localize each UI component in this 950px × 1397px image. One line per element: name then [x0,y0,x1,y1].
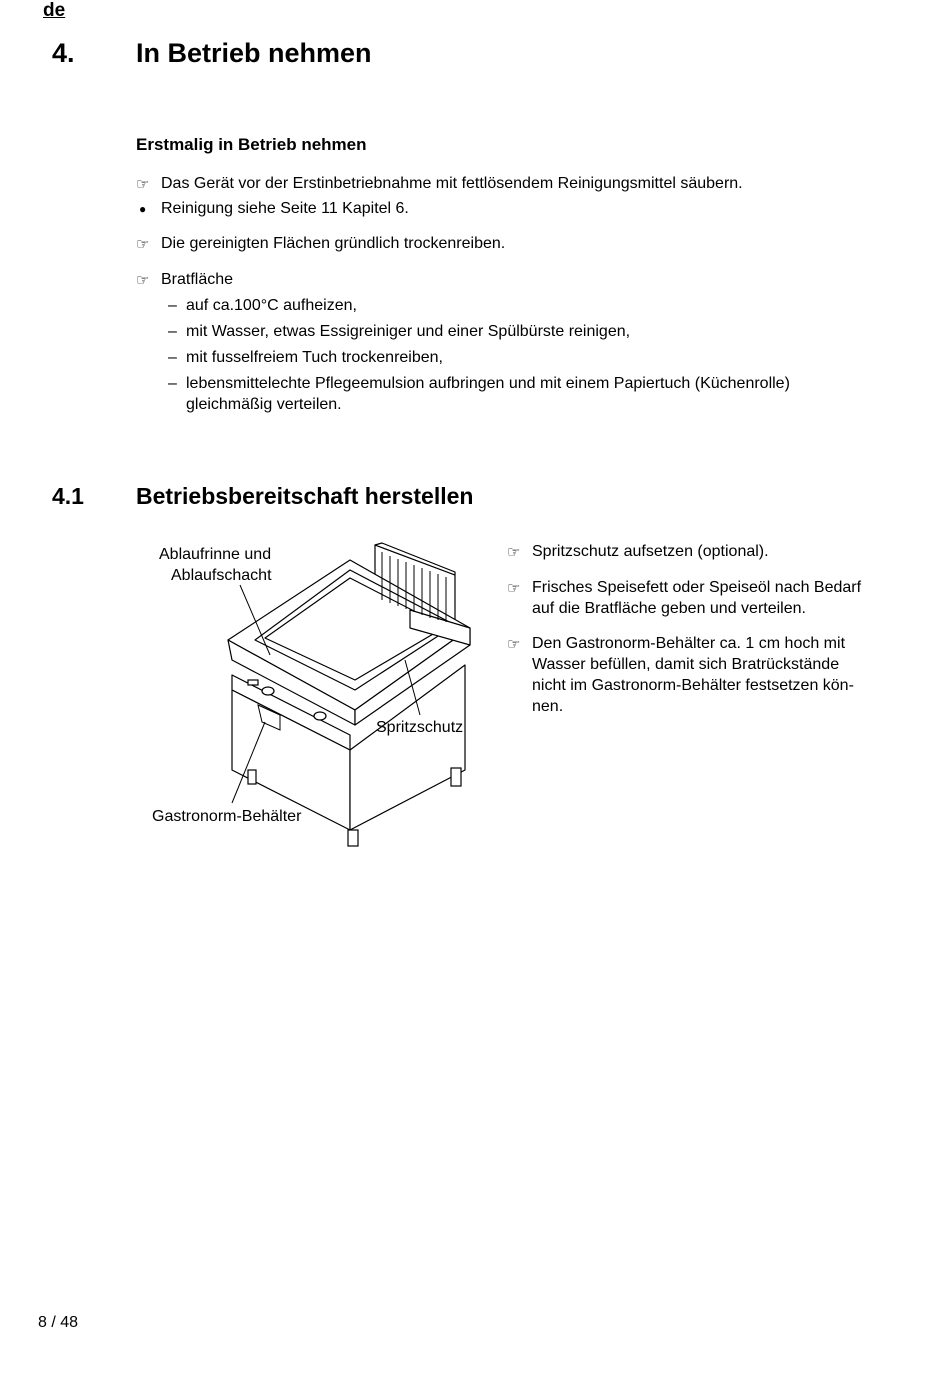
callout-label: Ablaufrinne und [159,546,272,563]
section-title: Betriebsbereitschaft herstellen [136,483,474,509]
pointing-hand-icon: ☞ [507,580,521,597]
section-number: 4.1 [52,483,84,509]
callout-label: Ablaufschacht [171,567,272,584]
language-tag: de [43,0,66,21]
pointing-hand-icon: ☞ [507,636,521,653]
section-title: In Betrieb nehmen [136,38,372,68]
bullet-text: Reinigung siehe Seite 11 Kapitel 6. [161,200,409,217]
page-number: 8 / 48 [38,1314,79,1331]
instruction-text: auf die Bratfläche geben und verteilen. [532,600,806,617]
pointing-hand-icon: ☞ [136,236,150,253]
bullet-icon: ● [139,202,147,216]
dash-icon: – [168,323,177,340]
callout-label: Gastronorm-Behälter [152,808,302,825]
dash-icon: – [168,297,177,314]
step-text: Bratfläche [161,271,234,288]
step-text: Die gereinigten Flächen gründlich trockenreiben. [161,235,506,252]
instruction-text: nicht im Gastronorm-Behälter festsetzen kön- [532,677,854,694]
dash-item-continued: gleichmäßig verteilen. [186,396,342,413]
step-text: Das Gerät vor der Erstinbetriebnahme mit fettlösendem Reinigungsmittel säubern. [161,175,743,192]
dash-icon: – [168,375,177,392]
pointing-hand-icon: ☞ [507,544,521,561]
instruction-text: Den Gastronorm-Behälter ca. 1 cm hoch mit [532,635,846,652]
subsection-title: Erstmalig in Betrieb nehmen [136,135,367,154]
instruction-text: Wasser befüllen, damit sich Bratrückstände [532,656,840,673]
section-number: 4. [52,38,75,68]
dash-item: auf ca.100°C aufheizen, [186,297,357,314]
pointing-hand-icon: ☞ [136,272,150,289]
instruction-text: Spritzschutz aufsetzen (optional). [532,543,769,560]
dash-item: lebensmittelechte Pflegeemulsion aufbringen und mit einem Papiertuch (Küchenrolle) [186,375,790,392]
dash-item: mit Wasser, etwas Essigreiniger und einer Spülbürste reinigen, [186,323,631,340]
pointing-hand-icon: ☞ [136,176,150,193]
dash-item: mit fusselfreiem Tuch trockenreiben, [186,349,443,366]
dash-icon: – [168,349,177,366]
instruction-text: nen. [532,698,564,715]
callout-label: Spritzschutz [376,719,464,736]
instruction-text: Frisches Speisefett oder Speiseöl nach Bedarf [532,579,862,596]
